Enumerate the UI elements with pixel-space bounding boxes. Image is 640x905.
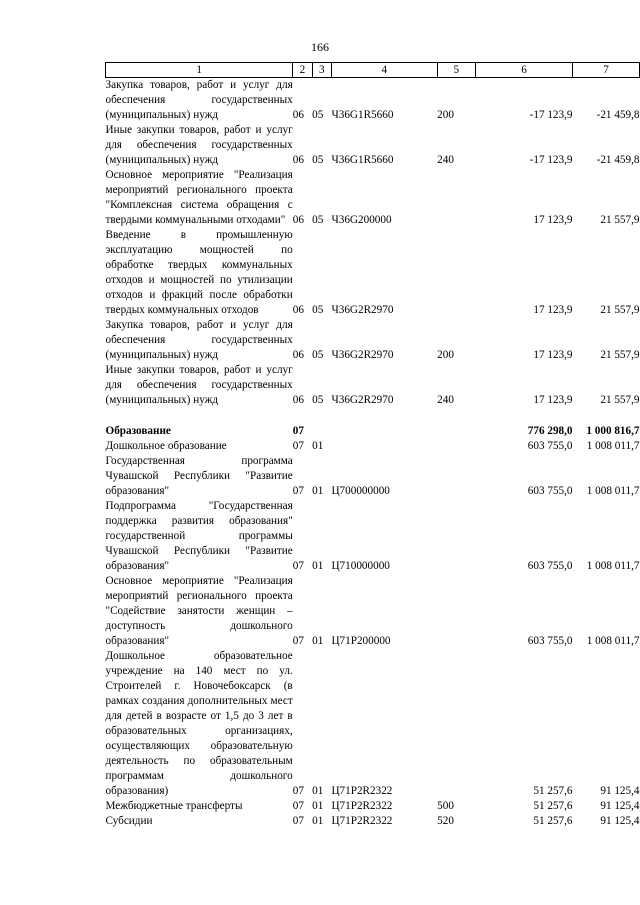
row-target-article (331, 439, 437, 454)
row-expense-type: 240 (437, 154, 454, 166)
page-number: 166 (311, 40, 329, 54)
row-subsection: 05 (312, 349, 324, 361)
row-amount-1: 603 755,0 (527, 440, 573, 452)
row-section: 07 (292, 425, 304, 437)
row-name: Основное мероприятие "Реализация мероприятий регионального проекта "Содействие занятости женщин – доступность дошкольного образования" (105, 575, 293, 647)
row-amount-2: 91 125,4 (600, 785, 640, 797)
row-section: 07 (292, 560, 304, 572)
row-subsection: 05 (312, 394, 324, 406)
row-name: Дошкольное образовательное учреждение на 140 мест по ул. Строителей г. Новочебоксарск (в рамках создания дополнительных мест для детей в возрасте от 1,5 до 3 лет в образовательных организациях, осуществляющих образовательную деятельность по образовательным программам дошкольного образования) (105, 650, 293, 797)
row-name: Субсидии (105, 815, 153, 827)
row-subsection: 01 (312, 440, 324, 452)
table-row (106, 799, 640, 814)
row-target-article: Ц71P2R2322 (331, 785, 393, 797)
row-expense-type: 520 (437, 815, 454, 827)
row-amount-2: 91 125,4 (600, 800, 640, 812)
row-target-article: Ц710000000 (331, 560, 390, 572)
table-row (106, 363, 640, 408)
row-amount-2: 21 557,9 (600, 394, 640, 406)
row-target-article: Ц71P2R2322 (331, 815, 393, 827)
table-row (106, 814, 640, 829)
row-expense-type: 200 (437, 349, 454, 361)
row-section: 06 (292, 304, 304, 316)
row-target-article: Ч36G2R2970 (331, 304, 394, 316)
row-amount-1: 17 123,9 (533, 304, 573, 316)
table-row (106, 168, 640, 228)
header-col-4: 4 (331, 63, 437, 78)
row-amount-1: 51 257,6 (533, 800, 573, 812)
row-amount-1: 51 257,6 (533, 815, 573, 827)
row-name: Межбюджетные трансферты (105, 800, 243, 812)
row-target-article: Ч36G2R2970 (331, 349, 394, 361)
row-section: 07 (292, 785, 304, 797)
row-expense-type: 200 (437, 109, 454, 121)
row-section: 06 (292, 394, 304, 406)
table-row (106, 574, 640, 649)
row-section: 07 (292, 485, 304, 497)
row-amount-1: 776 298,0 (527, 425, 573, 437)
row-name: Дошкольное образование (105, 440, 227, 452)
row-subsection: 05 (312, 214, 324, 226)
row-subsection: 05 (312, 154, 324, 166)
row-expense-type (437, 454, 475, 499)
table-row (106, 318, 640, 363)
row-amount-2: 21 557,9 (600, 214, 640, 226)
row-subsection: 05 (312, 304, 324, 316)
row-target-article (331, 424, 437, 439)
row-section: 07 (292, 635, 304, 647)
spacer-cell (106, 408, 640, 424)
row-subsection: 05 (312, 109, 324, 121)
row-amount-2: -21 459,8 (596, 154, 640, 166)
row-expense-type (437, 499, 475, 574)
row-expense-type: 240 (437, 394, 454, 406)
row-expense-type (437, 574, 475, 649)
row-spacer (106, 408, 640, 424)
row-section: 07 (292, 815, 304, 827)
row-target-article: Ч36G200000 (331, 214, 392, 226)
table-row (106, 228, 640, 318)
row-expense-type (437, 228, 475, 318)
row-name: Иные закупки товаров, работ и услуг для обеспечения государственных (муниципальных) нужд (105, 124, 293, 166)
row-expense-type (437, 424, 475, 439)
row-expense-type (437, 439, 475, 454)
header-col-5: 5 (437, 63, 475, 78)
row-section: 07 (292, 800, 304, 812)
table-row (106, 454, 640, 499)
row-section: 06 (292, 214, 304, 226)
row-amount-1: 603 755,0 (527, 635, 573, 647)
row-name: Закупка товаров, работ и услуг для обеспечения государственных (муниципальных) нужд (105, 319, 293, 361)
table-row (106, 499, 640, 574)
header-col-2: 2 (293, 63, 312, 78)
header-col-7: 7 (573, 63, 640, 78)
row-expense-type: 500 (437, 800, 454, 812)
table-row (106, 424, 640, 439)
row-target-article: Ч36G2R2970 (331, 394, 394, 406)
row-section: 06 (292, 349, 304, 361)
row-amount-2: 21 557,9 (600, 349, 640, 361)
row-subsection: 01 (312, 485, 324, 497)
row-amount-2: 1 008 011,7 (586, 485, 640, 497)
header-col-3: 3 (312, 63, 331, 78)
row-amount-2: 1 008 011,7 (586, 560, 640, 572)
row-subsection (312, 424, 331, 439)
row-name: Иные закупки товаров, работ и услуг для обеспечения государственных (муниципальных) нужд (105, 364, 293, 406)
row-amount-2: 1 000 816,7 (586, 425, 640, 437)
row-target-article: Ц71P200000 (331, 635, 391, 647)
table-row (106, 439, 640, 454)
row-subsection: 01 (312, 560, 324, 572)
row-amount-1: -17 123,9 (529, 109, 573, 121)
row-expense-type (437, 649, 475, 799)
row-amount-1: -17 123,9 (529, 154, 573, 166)
row-target-article: Ч36G1R5660 (331, 109, 394, 121)
row-amount-1: 603 755,0 (527, 485, 573, 497)
row-amount-2: -21 459,8 (596, 109, 640, 121)
row-name: Государственная программа Чувашской Республики "Развитие образования" (105, 455, 293, 497)
row-amount-2: 21 557,9 (600, 304, 640, 316)
table-row (106, 78, 640, 124)
table-row (106, 649, 640, 799)
budget-table (105, 62, 640, 829)
row-name: Закупка товаров, работ и услуг для обеспечения государственных (муниципальных) нужд (105, 79, 293, 121)
row-amount-1: 17 123,9 (533, 214, 573, 226)
row-subsection: 01 (312, 815, 324, 827)
row-target-article: Ч36G1R5660 (331, 154, 394, 166)
row-target-article: Ц700000000 (331, 485, 390, 497)
table-row (106, 123, 640, 168)
header-col-1: 1 (106, 63, 293, 78)
row-section: 07 (292, 440, 304, 452)
table-header-row (106, 63, 640, 78)
row-expense-type (437, 168, 475, 228)
row-amount-1: 17 123,9 (533, 349, 573, 361)
row-amount-1: 51 257,6 (533, 785, 573, 797)
row-subsection: 01 (312, 785, 324, 797)
row-name: Образование (105, 425, 171, 437)
row-section: 06 (292, 109, 304, 121)
header-col-6: 6 (476, 63, 573, 78)
row-amount-1: 603 755,0 (527, 560, 573, 572)
row-subsection: 01 (312, 800, 324, 812)
row-amount-2: 91 125,4 (600, 815, 640, 827)
row-amount-2: 1 008 011,7 (586, 635, 640, 647)
row-amount-1: 17 123,9 (533, 394, 573, 406)
row-amount-2: 1 008 011,7 (586, 440, 640, 452)
row-section: 06 (292, 154, 304, 166)
row-name: Введение в промышленную эксплуатацию мощностей по обработке твердых коммунальных отходов и мощностей по утилизации отходов и фракций после обработки твердых коммунальных отходов (105, 229, 293, 316)
row-target-article: Ц71P2R2322 (331, 800, 393, 812)
row-name: Подпрограмма "Государственная поддержка развития образования" государственной программы Чувашской Республики "Развитие образования" (105, 500, 293, 572)
row-name: Основное мероприятие "Реализация мероприятий регионального проекта "Комплексная система обращения с твердыми коммунальными отходами" (105, 169, 293, 226)
row-subsection: 01 (312, 635, 324, 647)
